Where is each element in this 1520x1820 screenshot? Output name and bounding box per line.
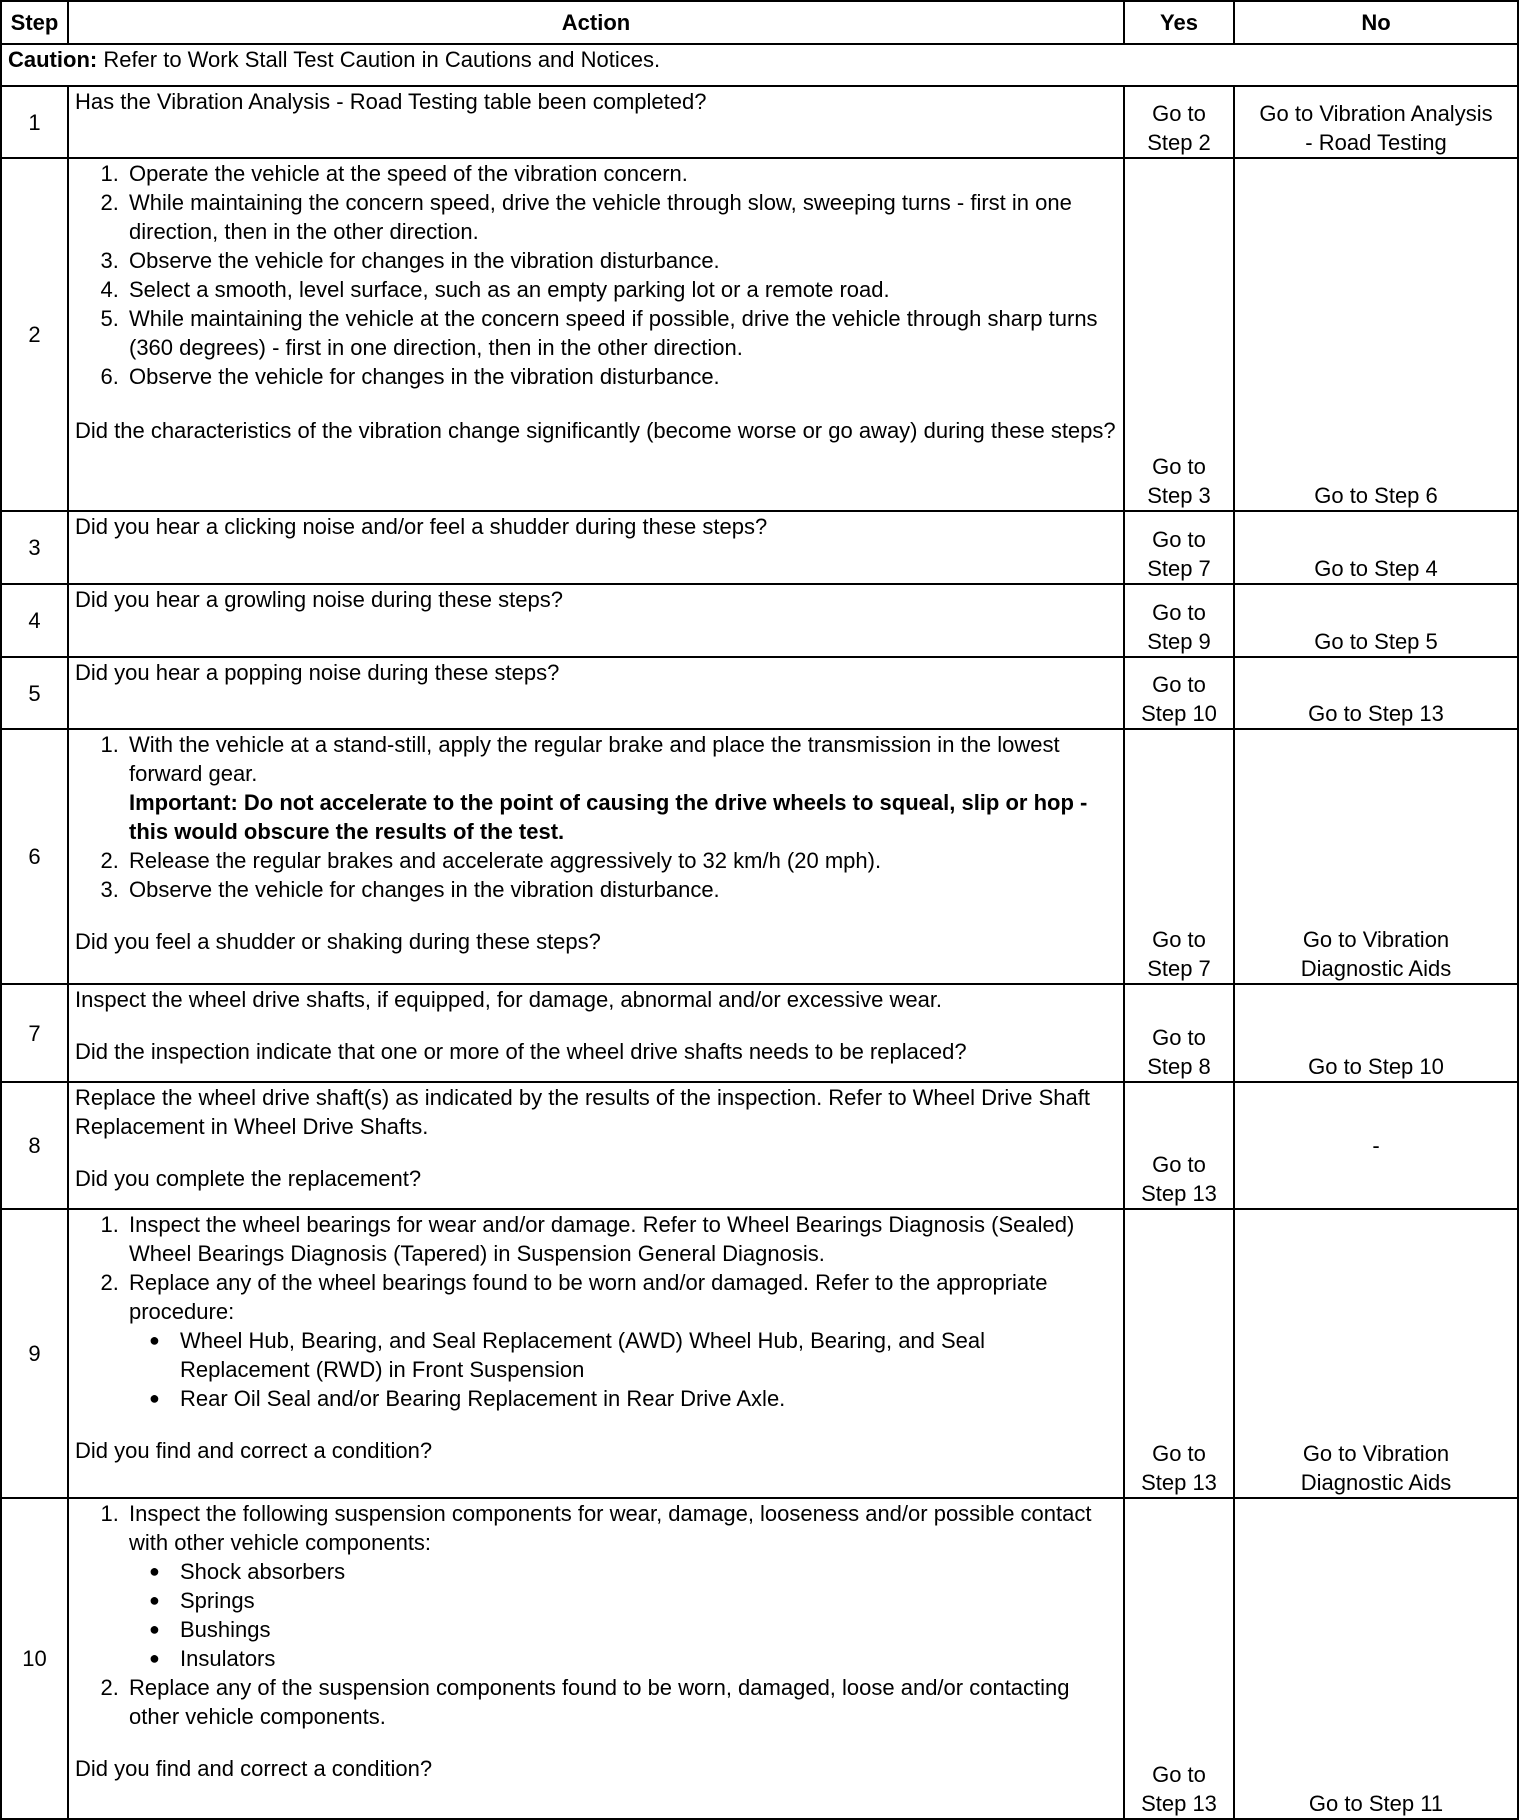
table-row [1,1082,1518,1209]
yes-line: Step 10 [1141,701,1217,726]
no-line: Go to Step 11 [1308,1791,1444,1816]
list-item [125,730,1117,846]
yes-line: Step 7 [1147,956,1211,981]
question-text: Did you hear a growling noise during these steps? [75,587,563,612]
yes-line: Step 9 [1147,629,1211,654]
bullet-list [129,1326,1117,1413]
list-item-text: With the vehicle at a stand-still, apply the regular brake and place the transmission in the lowest forward gear. [129,732,1060,786]
list-item: 1. Operate the vehicle at the speed of the vibration concern. [125,159,1117,188]
question-text: Did the characteristics of the vibration change significantly (become worse or go away) during these steps? [75,418,1116,443]
yes-line: Step 13 [1141,1181,1217,1206]
action-cell [68,511,1124,584]
no-cell [1234,584,1518,657]
list-item: 4. Select a smooth, level surface, such as an empty parking lot or a remote road. [125,275,1117,304]
bullet-item: ● Rear Oil Seal and/or Bearing Replacement in Rear Drive Axle. [177,1384,1117,1413]
no-cell [1234,729,1518,984]
yes-line: Go to [1152,1025,1206,1050]
table-row [1,984,1518,1082]
header-step: Step [1,1,68,44]
bullet-item: ● Bushings [177,1615,1117,1644]
question-text: Did you find and correct a condition? [75,1438,433,1463]
procedure-list [75,1499,1117,1731]
no-line: - Road Testing [1305,130,1447,155]
table-row [1,511,1518,584]
yes-line: Go to [1152,600,1206,625]
list-item-text: Inspect the following suspension components for wear, damage, looseness and/or possible contact with other vehicle components: [129,1501,1092,1555]
action-cell [68,657,1124,729]
table-row [1,158,1518,511]
table-row [1,657,1518,729]
no-cell [1234,86,1518,158]
action-cell [68,984,1124,1082]
no-cell [1234,1498,1518,1819]
step-number: 1 [1,86,68,158]
caution-cell [1,44,1518,86]
caution-label: Caution: [8,47,98,72]
yes-line: Go to [1152,527,1206,552]
list-item: 1. Inspect the wheel bearings for wear and/or damage. Refer to Wheel Bearings Diagnosis (Sealed) Wheel Bearings Diagnosis (Tapered) in Suspension General Diagnosis. [125,1210,1117,1268]
yes-line: Go to [1152,101,1206,126]
step-number: 2 [1,158,68,511]
yes-cell [1124,1209,1234,1498]
yes-cell [1124,584,1234,657]
header-action: Action [68,1,1124,44]
step-number: 6 [1,729,68,984]
caution-row [1,44,1518,86]
table-row [1,729,1518,984]
no-line: - [1372,1133,1380,1158]
action-cell [68,158,1124,511]
yes-line: Go to [1152,672,1206,697]
list-item: 3. Observe the vehicle for changes in the vibration disturbance. [125,875,1117,904]
yes-cell [1124,1082,1234,1209]
yes-cell [1124,984,1234,1082]
yes-cell [1124,511,1234,584]
yes-line: Step 8 [1147,1054,1211,1079]
list-item [125,1499,1117,1673]
list-item: 2. While maintaining the concern speed, drive the vehicle through slow, sweeping turns - first in one direction, then in the other direction. [125,188,1117,246]
no-line: Diagnostic Aids [1300,956,1452,981]
table-row [1,86,1518,158]
yes-cell [1124,158,1234,511]
yes-line: Go to [1152,454,1206,479]
yes-cell [1124,86,1234,158]
no-cell [1234,1082,1518,1209]
no-line: Go to Vibration [1302,1441,1450,1466]
action-cell [68,729,1124,984]
question-text: Did you hear a clicking noise and/or feel a shudder during these steps? [75,514,768,539]
question-text: Did you feel a shudder or shaking during these steps? [75,929,601,954]
no-line: Go to Vibration [1302,927,1450,952]
no-cell [1234,158,1518,511]
procedure-list [75,159,1117,391]
no-line: Go to Step 13 [1308,701,1444,726]
yes-line: Go to [1152,1762,1206,1787]
action-cell [68,86,1124,158]
yes-line: Go to [1152,1441,1206,1466]
no-line: Go to Vibration Analysis [1259,101,1493,126]
no-cell [1234,984,1518,1082]
instruction-text: Replace the wheel drive shaft(s) as indicated by the results of the inspection. Refer to Wheel Drive Shaft Replacement in Wheel Drive Shafts. [75,1085,1090,1139]
no-line: Go to Step 10 [1308,1054,1444,1079]
yes-line: Step 13 [1141,1791,1217,1816]
list-item-text: Replace any of the wheel bearings found to be worn and/or damaged. Refer to the appropriate procedure: [129,1270,1048,1324]
yes-cell [1124,1498,1234,1819]
bullet-list [129,1557,1117,1673]
no-cell [1234,511,1518,584]
list-item: 2. Replace any of the suspension components found to be worn, damaged, loose and/or contacting other vehicle components. [125,1673,1117,1731]
step-number: 3 [1,511,68,584]
table-row [1,1209,1518,1498]
header-no: No [1234,1,1518,44]
no-cell [1234,1209,1518,1498]
yes-cell [1124,657,1234,729]
step-number: 4 [1,584,68,657]
instruction-text: Inspect the wheel drive shafts, if equipped, for damage, abnormal and/or excessive wear. [75,987,943,1012]
action-cell [68,584,1124,657]
action-cell [68,1498,1124,1819]
table-row [1,584,1518,657]
yes-line: Step 13 [1141,1470,1217,1495]
caution-text: Refer to Work Stall Test Caution in Cautions and Notices. [97,47,661,72]
question-text: Did you hear a popping noise during these steps? [75,660,560,685]
bullet-item: ● Wheel Hub, Bearing, and Seal Replacement (AWD) Wheel Hub, Bearing, and Seal Replacement (RWD) in Front Suspension [177,1326,1117,1384]
table-row [1,1498,1518,1819]
step-number: 8 [1,1082,68,1209]
yes-line: Go to [1152,927,1206,952]
step-number: 7 [1,984,68,1082]
bullet-item: ● Insulators [177,1644,1117,1673]
step-number: 10 [1,1498,68,1819]
bullet-item: ● Springs [177,1586,1117,1615]
yes-line: Go to [1152,1152,1206,1177]
list-item: 5. While maintaining the vehicle at the concern speed if possible, drive the vehicle through sharp turns (360 degrees) - first in one direction, then in the other direction. [125,304,1117,362]
yes-line: Step 3 [1147,483,1211,508]
header-row [1,1,1518,44]
bullet-item: ● Shock absorbers [177,1557,1117,1586]
yes-cell [1124,729,1234,984]
no-line: Diagnostic Aids [1300,1470,1452,1495]
no-line: Go to Step 4 [1314,556,1438,581]
question-text: Has the Vibration Analysis - Road Testing table been completed? [75,89,707,114]
procedure-list [75,1210,1117,1413]
question-text: Did you complete the replacement? [75,1166,422,1191]
procedure-list [75,730,1117,904]
no-line: Go to Step 6 [1314,483,1438,508]
step-number: 9 [1,1209,68,1498]
yes-line: Step 2 [1147,130,1211,155]
list-item: 6. Observe the vehicle for changes in the vibration disturbance. [125,362,1117,391]
action-cell [68,1209,1124,1498]
yes-line: Step 7 [1147,556,1211,581]
no-cell [1234,657,1518,729]
question-text: Did the inspection indicate that one or more of the wheel drive shafts needs to be replaced? [75,1039,967,1064]
question-text: Did you find and correct a condition? [75,1756,433,1781]
list-item [125,1268,1117,1413]
no-line: Go to Step 5 [1314,629,1438,654]
action-cell [68,1082,1124,1209]
list-item: 3. Observe the vehicle for changes in the vibration disturbance. [125,246,1117,275]
step-number: 5 [1,657,68,729]
header-yes: Yes [1124,1,1234,44]
important-note: Important: Do not accelerate to the point of causing the drive wheels to squeal, slip or hop - this would obscure the results of the test. [129,790,1088,844]
list-item: 2. Release the regular brakes and accelerate aggressively to 32 km/h (20 mph). [125,846,1117,875]
